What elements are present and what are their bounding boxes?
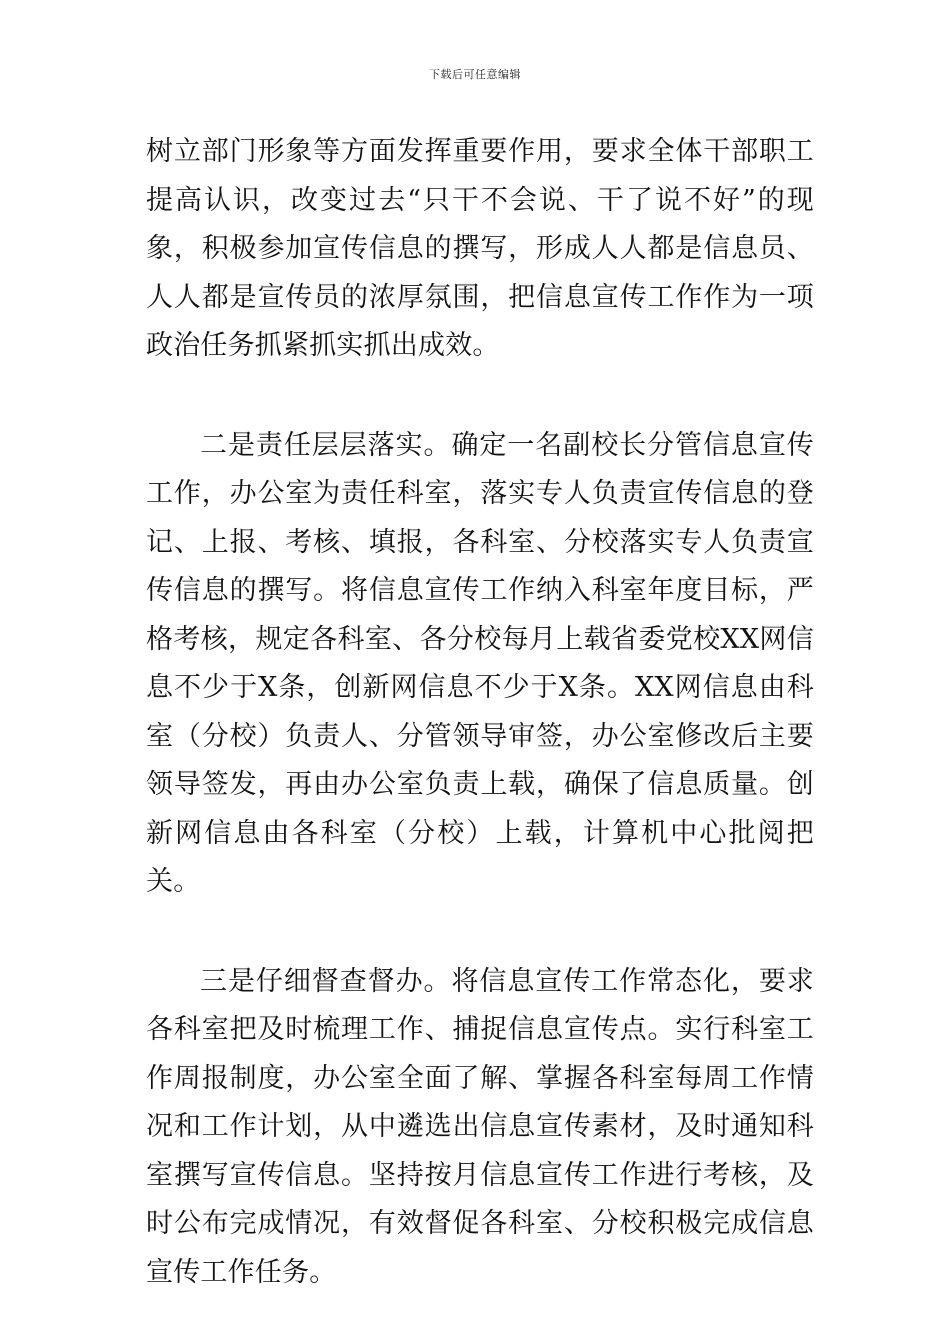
paragraph-supervision: 三是仔细督查督办。将信息宣传工作常态化，要求各科室把及时梳理工作、捕捉信息宣传点。实行科室工作周报制度，办公室全面了解、掌握各科室每周工作情况和工作计划，从中遴选出信息宣传素材，及时通知科室撰写宣传信息。坚持按月信息宣传工作进行考核，及时公布完成情况，有效督促各科室、分校积极完成信息宣传工作任务。 [146, 965, 814, 1288]
paragraph-responsibility: 二是责任层层落实。确定一名副校长分管信息宣传工作，办公室为责任科室，落实专人负责宣传信息的登记、上报、考核、填报，各科室、分校落实专人负责宣传信息的撰写。将信息宣传工作纳入科室年度目标，严格考核，规定各科室、各分校每月上载省委党校XX网信息不少于X条，创新网信息不少于X条。XX网信息由科室（分校）负责人、分管领导审签，办公室修改后主要领导签发，再由办公室负责上载，确保了信息质量。创新网信息由各科室（分校）上载，计算机中心批阅把关。 [146, 429, 814, 897]
document-body [146, 128, 814, 1297]
paragraph-gap [146, 371, 814, 422]
paragraph-continuation: 树立部门形象等方面发挥重要作用，要求全体干部职工提高认识，改变过去“只干不会说、干了说不好”的现象，积极参加宣传信息的撰写，形成人人都是信息员、人人都是宣传员的浓厚氛围，把信息宣传工作作为一项政治任务抓紧抓实抓出成效。 [146, 136, 814, 361]
paragraph-gap [146, 907, 814, 958]
page-header-note: 下载后可任意编辑 [429, 68, 521, 81]
